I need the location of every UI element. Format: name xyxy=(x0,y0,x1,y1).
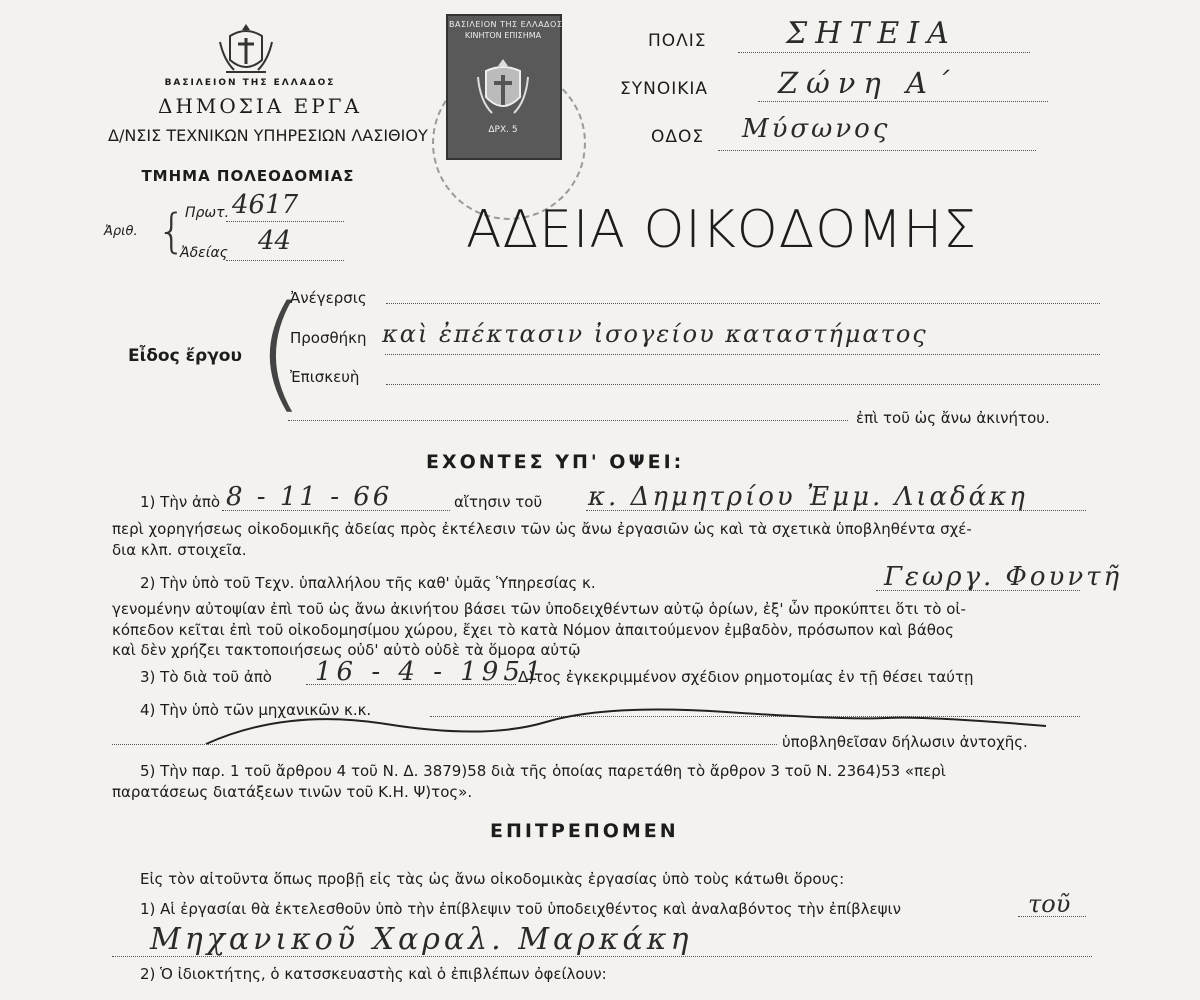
header-directorate: Δ/ΝΣΙΣ ΤΕΧΝΙΚΩΝ ΥΠΗΡΕΣΙΩΝ ΛΑΣΙΘΙΟΥ xyxy=(108,126,428,145)
permit-number-label: Ἀδείας xyxy=(180,245,228,261)
considering-heading: ΕΧΟΝΤΕΣ ΥΠ' ΟΨΕΙ: xyxy=(426,451,685,473)
clause-1-line-3: δια κλπ. στοιχεῖα. xyxy=(112,541,247,559)
engineers-line-2 xyxy=(112,744,777,745)
clause-5-line-2: παρατάσεως διατάξεων τινῶν τοῦ Κ.Η. Ψ)τος». xyxy=(112,783,473,801)
protocol-line xyxy=(226,221,344,222)
repair-label: Ἐπισκευὴ xyxy=(290,368,360,386)
work-type-blank-line xyxy=(288,420,848,421)
header-kingdom: ΒΑΣΙΛΕΙΟΝ ΤΗΣ ΕΛΛΑΔΟΣ xyxy=(164,78,336,88)
street-label: ΟΔΟΣ xyxy=(651,127,705,147)
permit-intro: Εἰς τὸν αἰτοῦντα ὅπως προβῇ εἰς τὰς ὡς ἄνω οἰκοδομικὰς ἐργασίας ὑπὸ τοὺς κάτωθι ὅρους: xyxy=(140,870,845,888)
stamp-crest-icon xyxy=(474,55,532,121)
city-label: ΠΟΛΙΣ xyxy=(648,31,707,51)
clause-5-line-1: 5) Τὴν παρ. 1 τοῦ ἄρθρου 4 τοῦ Ν. Δ. 3879)58 διὰ τῆς ὁποίας παρετάθη τὸ ἄρθρον 3 τοῦ Ν. 2364)53 «περὶ xyxy=(140,762,946,780)
document-title: ΑΔΕΙΑ ΟΙΚΟΔΟΜΗΣ xyxy=(466,200,978,260)
inspector-name: Γεωργ. Φουντῆ xyxy=(884,562,1123,592)
street-value: Μύσωνος xyxy=(742,114,891,144)
header-department: ΤΜΗΜΑ ΠΟΛΕΟΔΟΜΙΑΣ xyxy=(141,167,355,185)
stamp-subtitle-text: ΚΙΝΗΤΟΝ ΕΠΙΣΗΜΑ xyxy=(464,31,542,40)
clause-4-end: ὑποβληθεῖσαν δήλωσιν ἀντοχῆς. xyxy=(782,733,1028,751)
clause-1-line-2: περὶ χορηγήσεως οἰκοδομικῆς ἀδείας πρὸς ἐκτέλεσιν τῶν ὡς ἄνω ἐργασιῶν ὡς καὶ τὰ σχετικὰ ὑποβληθέντα σχέ- xyxy=(112,520,972,538)
work-type-suffix: ἐπὶ τοῦ ὡς ἄνω ἀκινήτου. xyxy=(856,409,1050,427)
district-line xyxy=(758,101,1048,102)
city-value: ΣΗΤΕΙΑ xyxy=(786,16,957,51)
city-line xyxy=(738,52,1030,53)
condition-1-value-start: τοῦ xyxy=(1028,890,1071,918)
header-public-works: ΔΗΜΟΣΙΑ ΕΡΓΑ xyxy=(158,94,362,118)
clause-2-line-2: γενομένην αὐτοψίαν ἐπὶ τοῦ ὡς ἄνω ἀκινήτου βάσει τῶν ὑποδειχθέντων αὐτῷ ὁρίων, ἐξ' ὧν προκύπτει ὅτι τὸ οἰ- xyxy=(112,600,966,618)
repair-line xyxy=(386,384,1100,385)
protocol-number: 4617 xyxy=(232,190,299,220)
protocol-label: Πρωτ. xyxy=(185,205,230,221)
construction-line xyxy=(386,303,1100,304)
condition-1-text: 1) Αἱ ἐργασίαι θὰ ἐκτελεσθοῦν ὑπὸ τὴν ἐπίβλεψιν τοῦ ὑποδειχθέντος καὶ ἀναλαβόντος τὴν ἐπίβλεψιν xyxy=(140,900,902,918)
condition-2-text: 2) Ὁ ἰδιοκτήτης, ὁ κατσσκευαστὴς καὶ ὁ ἐπιβλέπων ὀφείλουν: xyxy=(140,965,607,983)
permit-number: 44 xyxy=(258,226,292,256)
clause-2-line-3: κόπεδον κεῖται ἐπὶ τοῦ οἰκοδομησίμου χώρου, ἔχει τὸ κατὰ Νόμον ἀπαιτούμενον ἐμβαδὸν, πρόσωπον καὶ βάθος xyxy=(112,621,954,639)
clause-4-start: 4) Τὴν ὑπὸ τῶν μηχανικῶν κ.κ. xyxy=(140,701,372,719)
street-line xyxy=(718,150,1036,151)
stamp-kingdom-text: ΒΑΣΙΛΕΙΟΝ ΤΗΣ ΕΛΛΑΔΟΣ xyxy=(449,20,563,29)
stamp-denomination: ΔΡΧ. 5 xyxy=(488,125,518,135)
clause-3-end: Δ)τος ἐγκεκριμμένον σχέδιον ρημοτομίας ἐν τῇ θέσει ταύτῃ xyxy=(518,668,974,686)
district-value: Ζώνη Α΄ xyxy=(778,66,958,100)
clause-1-middle: αἴτησιν τοῦ xyxy=(454,493,543,511)
arith-brace: { xyxy=(157,204,187,258)
permit-heading: ΕΠΙΤΡΕΠΟΜΕΝ xyxy=(490,820,679,842)
permit-number-line xyxy=(226,260,344,261)
plan-date: 16 - 4 - 1951 xyxy=(315,657,547,687)
addition-value: καὶ ἐπέκτασιν ἰσογείου καταστήματος xyxy=(382,320,928,348)
applicant-name: κ. Δημητρίου Ἐμμ. Λιαδάκη xyxy=(588,482,1028,512)
supervising-engineer: Μηχανικοῦ Χαραλ. Μαρκάκη xyxy=(150,922,693,957)
addition-line xyxy=(385,354,1100,355)
district-label: ΣΥΝΟΙΚΙΑ xyxy=(620,79,709,99)
work-type-label: Εἶδος ἔργου xyxy=(128,346,242,366)
work-type-brace: ( xyxy=(256,278,306,425)
addition-label: Προσθήκη xyxy=(290,329,367,347)
construction-label: Ἀνέγερσις xyxy=(290,289,367,307)
royal-emblem-icon xyxy=(216,22,276,78)
application-date: 8 - 11 - 66 xyxy=(226,482,393,512)
clause-2-start: 2) Τὴν ὑπὸ τοῦ Τεχν. ὑπαλλήλου τῆς καθ' ὑμᾶς Ὑπηρεσίας κ. xyxy=(140,574,596,592)
clause-2-line-4: καὶ δὲν χρήζει τακτοποιήσεως οὐδ' αὐτὸ οὐδὲ τὰ ὅμορα αὐτῷ xyxy=(112,641,581,659)
arith-label: Ἀριθ. xyxy=(104,224,138,239)
clause-3-start: 3) Τὸ διὰ τοῦ ἀπὸ xyxy=(140,668,272,686)
clause-1-start: 1) Τὴν ἀπὸ xyxy=(140,493,221,511)
